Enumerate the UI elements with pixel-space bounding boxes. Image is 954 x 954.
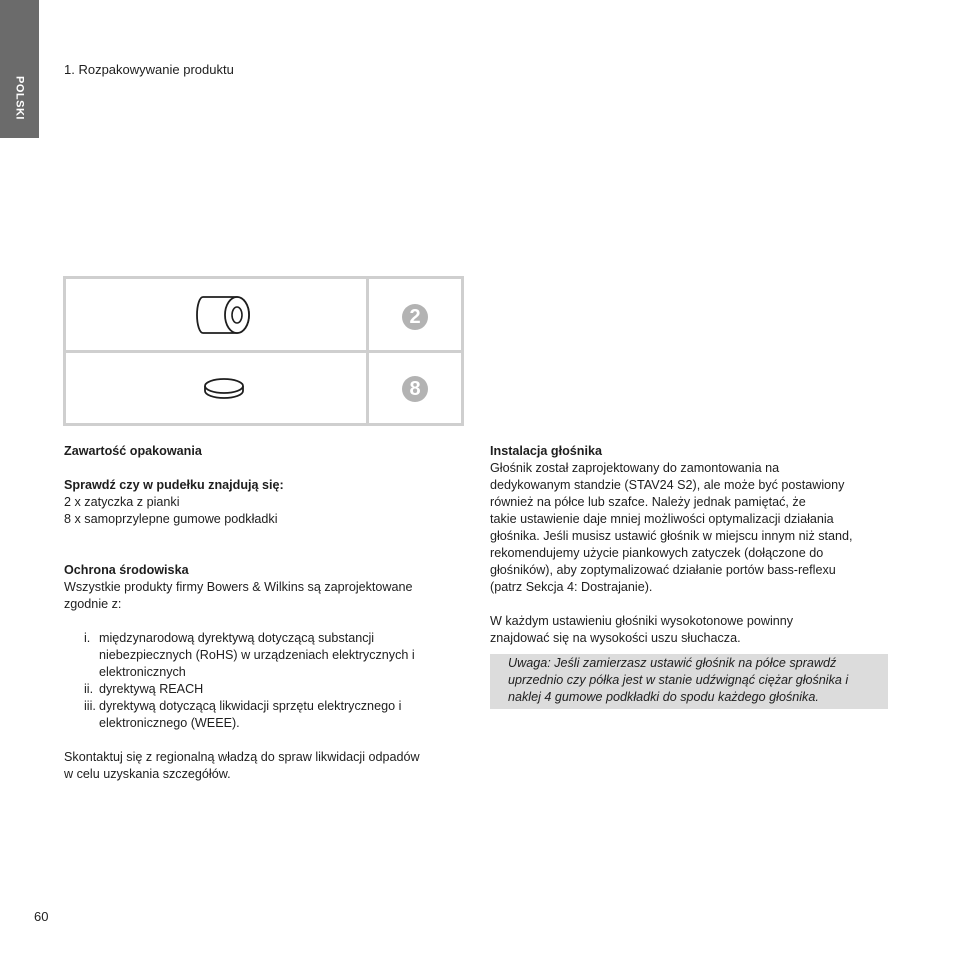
note-line: naklej 4 gumowe podkładki do spodu każdego głośnika. <box>508 690 819 704</box>
list-item-line: dyrektywą REACH <box>99 682 204 696</box>
installation-line: Głośnik został zaprojektowany do zamontowania na <box>490 461 780 475</box>
installation-line: również na półce lub szafce. Należy jednak pamiętać, że <box>490 495 806 509</box>
contact-line: Skontaktuj się z regionalną władzą do spraw likwidacji odpadów <box>64 750 420 764</box>
quantity-badge: 8 <box>402 376 428 402</box>
list-item-line: dyrektywą dotyczącą likwidacji sprzętu elektrycznego i <box>99 699 402 713</box>
table-qty-cell-2 <box>369 353 461 423</box>
contents-heading: Zawartość opakowania <box>64 444 202 458</box>
tweeter-line: W każdym ustawieniu głośniki wysokotonowe powinny <box>490 614 794 628</box>
environment-intro-line: zgodnie z: <box>64 597 122 611</box>
installation-line: głośnika. Jeśli musisz ustawić głośnik w miejscu innym niż stand, <box>490 529 853 543</box>
table-row-foam-bung <box>66 279 366 350</box>
environment-heading: Ochrona środowiska <box>64 563 189 577</box>
foam-bung-icon <box>195 295 251 335</box>
list-number: i. <box>84 631 91 645</box>
section-title: 1. Rozpakowywanie produktu <box>64 62 234 77</box>
right-column <box>490 443 890 709</box>
note-line: Uwaga: Jeśli zamierzasz ustawić głośnik na półce sprawdź <box>508 656 837 670</box>
language-tab <box>0 0 39 138</box>
installation-line: rekomendujemy użycie piankowych zatyczek (dołączone do <box>490 546 824 560</box>
contact-line: w celu uzyskania szczegółów. <box>64 767 231 781</box>
check-item: 2 x zatyczka z pianki <box>64 495 180 509</box>
check-item: 8 x samoprzylepne gumowe podkładki <box>64 512 278 526</box>
installation-heading: Instalacja głośnika <box>490 444 602 458</box>
tweeter-line: znajdować się na wysokości uszu słuchacza. <box>490 631 741 645</box>
environment-intro-line: Wszystkie produkty firmy Bowers & Wilkins są zaprojektowane <box>64 580 413 594</box>
note-box <box>490 654 888 709</box>
list-number: ii. <box>84 682 94 696</box>
directive-list-item <box>64 630 464 681</box>
directive-list-item <box>64 698 464 732</box>
installation-line: głośników), aby zoptymalizować działanie portów bass-reflexu <box>490 563 836 577</box>
directive-list-item <box>64 681 464 698</box>
list-number: iii. <box>84 699 96 713</box>
left-column <box>64 443 464 783</box>
package-contents-table <box>63 276 464 426</box>
list-item-line: międzynarodową dyrektywą dotyczącą substancji <box>99 631 375 645</box>
list-item-line: elektronicznych <box>99 665 186 679</box>
table-row-rubber-foot <box>66 353 366 423</box>
note-line: uprzednio czy półka jest w stanie udźwignąć ciężar głośnika i <box>508 673 849 687</box>
check-heading: Sprawdź czy w pudełku znajdują się: <box>64 478 284 492</box>
quantity-badge: 2 <box>402 304 428 330</box>
list-item-line: elektronicznego (WEEE). <box>99 716 240 730</box>
list-item-line: niebezpiecznych (RoHS) w urządzeniach elektrycznych i <box>99 648 415 662</box>
installation-line: (patrz Sekcja 4: Dostrajanie). <box>490 580 653 594</box>
rubber-foot-icon <box>200 376 248 402</box>
installation-line: dedykowanym standzie (STAV24 S2), ale może być postawiony <box>490 478 845 492</box>
installation-line: takie ustawienie daje mniej możliwości optymalizacji działania <box>490 512 834 526</box>
page-number: 60 <box>34 909 49 924</box>
language-tab-label: POLSKI <box>13 76 26 120</box>
table-qty-cell-1 <box>369 279 461 350</box>
